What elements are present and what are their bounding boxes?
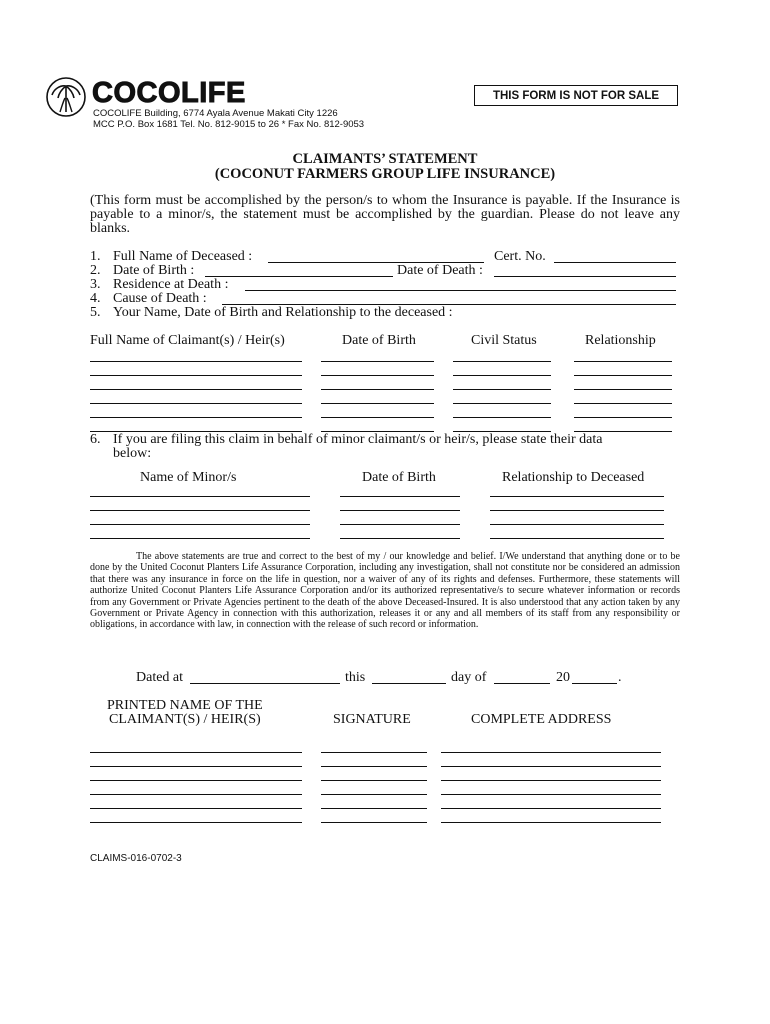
period: . <box>618 670 622 685</box>
printed-name-field[interactable] <box>90 794 302 795</box>
claimant-civil-status-field[interactable] <box>453 417 551 418</box>
claimant-name-field[interactable] <box>90 389 302 390</box>
minor-relationship-field[interactable] <box>490 510 664 511</box>
signature-field[interactable] <box>321 822 427 823</box>
claimant-relationship-field[interactable] <box>574 361 672 362</box>
printed-name-field[interactable] <box>90 822 302 823</box>
signature-header: SIGNATURE <box>333 712 411 727</box>
claimant-name-field[interactable] <box>90 403 302 404</box>
form-title: CLAIMANTS’ STATEMENT <box>292 151 478 167</box>
minor-instruction-line-2: below: <box>113 446 152 461</box>
item-6-number: 6. <box>90 432 101 447</box>
address-field[interactable] <box>441 808 661 809</box>
claimant-relationship-field[interactable] <box>574 375 672 376</box>
signature-field[interactable] <box>321 808 427 809</box>
date-of-death-field[interactable] <box>494 276 676 277</box>
claimant-dob-field[interactable] <box>321 375 434 376</box>
day-field[interactable] <box>372 683 446 684</box>
minor-dob-field[interactable] <box>340 510 460 511</box>
minor-name-field[interactable] <box>90 496 310 497</box>
minor-relationship-header: Relationship to Deceased <box>502 470 645 485</box>
claimant-name-field[interactable] <box>90 417 302 418</box>
relationship-header: Relationship <box>585 333 656 348</box>
dated-at-field[interactable] <box>190 683 340 684</box>
address-field[interactable] <box>441 752 661 753</box>
intro-paragraph: (This form must be accomplished by the person/s to whom the Insurance is payable. If the Insurance is payable to a minor/s, the statement must be accomplished by the guardian. Please do not leave any blanks. <box>90 193 680 236</box>
item-1-number: 1. <box>90 249 101 264</box>
minor-relationship-field[interactable] <box>490 524 664 525</box>
form-subtitle: (COCONUT FARMERS GROUP LIFE INSURANCE) <box>214 166 556 182</box>
month-field[interactable] <box>494 683 550 684</box>
cause-of-death-label: Cause of Death : <box>113 291 207 306</box>
signature-field[interactable] <box>321 794 427 795</box>
civil-status-header: Civil Status <box>471 333 537 348</box>
item-3-number: 3. <box>90 277 101 292</box>
address-line-2: MCC P.O. Box 1681 Tel. No. 812-9015 to 26 * Fax No. 812-9053 <box>93 119 365 130</box>
claimant-dob-field[interactable] <box>321 417 434 418</box>
year-field[interactable] <box>572 683 617 684</box>
form-code: CLAIMS-016-0702-3 <box>90 853 182 864</box>
claimant-info-label: Your Name, Date of Birth and Relationship to the deceased : <box>113 305 453 320</box>
minor-dob-header: Date of Birth <box>362 470 436 485</box>
minor-name-field[interactable] <box>90 524 310 525</box>
address-field[interactable] <box>441 766 661 767</box>
coconut-tree-logo-icon <box>44 76 88 118</box>
printed-name-header-2: CLAIMANT(S) / HEIR(S) <box>109 712 261 727</box>
claimant-civil-status-field[interactable] <box>453 403 551 404</box>
claimant-dob-header: Date of Birth <box>342 333 416 348</box>
deceased-dob-field[interactable] <box>205 276 393 277</box>
residence-label: Residence at Death : <box>113 277 229 292</box>
not-for-sale-box: THIS FORM IS NOT FOR SALE <box>474 85 678 106</box>
cert-no-label: Cert. No. <box>494 249 546 264</box>
minor-instruction-line-1: If you are filing this claim in behalf of minor claimant/s or heir/s, please state their data <box>113 432 603 447</box>
year-prefix: 20 <box>556 670 570 685</box>
company-address <box>93 108 364 130</box>
deceased-name-label: Full Name of Deceased : <box>113 249 253 264</box>
date-of-death-label: Date of Death : <box>397 263 483 278</box>
signature-field[interactable] <box>321 766 427 767</box>
claimant-dob-field[interactable] <box>321 403 434 404</box>
dated-at-label: Dated at <box>136 670 184 685</box>
address-field[interactable] <box>441 822 661 823</box>
printed-name-field[interactable] <box>90 780 302 781</box>
claimant-name-field[interactable] <box>90 361 302 362</box>
minor-dob-field[interactable] <box>340 524 460 525</box>
item-4-number: 4. <box>90 291 101 306</box>
claimant-relationship-field[interactable] <box>574 403 672 404</box>
claimant-dob-field[interactable] <box>321 389 434 390</box>
day-of-label: day of <box>451 670 487 685</box>
minor-dob-field[interactable] <box>340 538 460 539</box>
address-field[interactable] <box>441 780 661 781</box>
claimant-dob-field[interactable] <box>321 361 434 362</box>
brand-name: COCOLIFE <box>92 77 246 109</box>
claimant-relationship-field[interactable] <box>574 389 672 390</box>
cert-no-field[interactable] <box>554 262 676 263</box>
residence-field[interactable] <box>245 290 676 291</box>
declaration-paragraph: The above statements are true and correct to the best of my / our knowledge and belief. I/We understand that anything done or to be done by the United Coconut Planters Life Assurance Corporation, including any investigation, shall not constitute nor be considered an admission that there was any insurance in force on the life in question, nor a waiver of any of its rights and defenses. Furthermore, these statements will authorize United Coconut Planters Life Assurance Corporation and/or its authorized representative/s to secure whatever information or records from any Government or Private Agencies pertinent to the death of the above Deceased-Insured. It is also understood that any action taken by any Government or Private Agency in connection with this authorization, releases it or any and all members of its staff from any responsibility or obligations, in accordance with law, in connection with the release of such record or information. <box>90 551 680 631</box>
minor-relationship-field[interactable] <box>490 538 664 539</box>
address-line-1: COCOLIFE Building, 6774 Ayala Avenue Makati City 1226 <box>93 108 338 119</box>
item-5-number: 5. <box>90 305 101 320</box>
minor-name-field[interactable] <box>90 538 310 539</box>
signature-field[interactable] <box>321 752 427 753</box>
complete-address-header: COMPLETE ADDRESS <box>471 712 612 727</box>
printed-name-field[interactable] <box>90 752 302 753</box>
claimant-civil-status-field[interactable] <box>453 389 551 390</box>
printed-name-field[interactable] <box>90 808 302 809</box>
dob-label: Date of Birth : <box>113 263 195 278</box>
claimant-relationship-field[interactable] <box>574 417 672 418</box>
minor-dob-field[interactable] <box>340 496 460 497</box>
claimant-civil-status-field[interactable] <box>453 361 551 362</box>
minor-name-field[interactable] <box>90 510 310 511</box>
this-label: this <box>345 670 366 685</box>
minor-name-header: Name of Minor/s <box>140 470 237 485</box>
printed-name-header-1: PRINTED NAME OF THE <box>107 698 263 713</box>
claimant-name-header: Full Name of Claimant(s) / Heir(s) <box>90 333 285 348</box>
printed-name-field[interactable] <box>90 766 302 767</box>
item-2-number: 2. <box>90 263 101 278</box>
signature-field[interactable] <box>321 780 427 781</box>
claimant-name-field[interactable] <box>90 375 302 376</box>
address-field[interactable] <box>441 794 661 795</box>
minor-relationship-field[interactable] <box>490 496 664 497</box>
claimant-civil-status-field[interactable] <box>453 375 551 376</box>
